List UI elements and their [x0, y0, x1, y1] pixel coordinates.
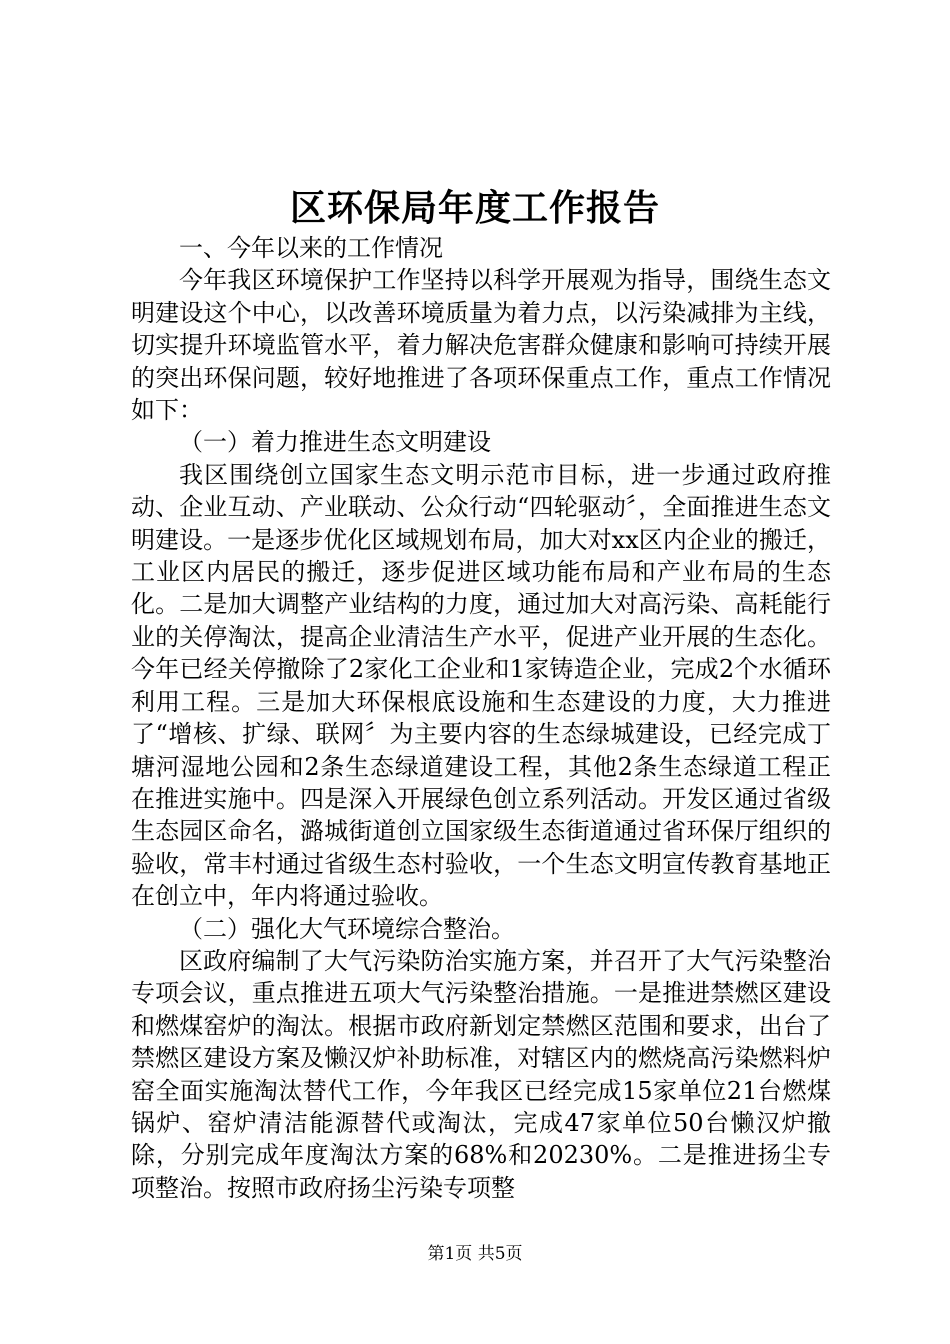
subsection-heading-1: （一）着力推进生态文明建设 [179, 428, 491, 457]
section-heading-1: 一、今年以来的工作情况 [179, 234, 443, 262]
body-paragraph-air: 区政府编制了大气污染防治实施方案，并召开了大气污染整治专项会议，重点推进五项大气污染整治措施。一是推进禁燃区建设和燃煤窑炉的淘汰。根据市政府新划定禁燃区范围和要求，出台了禁燃区建设方案及懒汉炉补助标准，对辖区内的燃烧高污染燃料炉窑全面实施淘汰替代工作，今年我区已经完成15家单位21台燃煤锅炉、窑炉清洁能源替代或淘汰，完成47家单位50台懒汉炉撤除，分别完成年度淘汰方案的68%和20230%。二是推进扬尘专项整治。按照市政府扬尘污染专项整 [131, 946, 831, 1202]
document-body [131, 232, 831, 1204]
page-footer: 第1页 共5页 [427, 1244, 523, 1264]
subsection-heading-2: （二）强化大气环境综合整治。 [179, 914, 515, 943]
body-paragraph-ecology: 我区围绕创立国家生态文明示范市目标，进一步通过政府推动、企业互动、产业联动、公众行动“四轮驱动〞，全面推进生态文明建设。一是逐步优化区域规划布局，加大对xx区内企业的搬迁，工业区内居民的搬迁，逐步促进区域功能布局和产业布局的生态化。二是加大调整产业结构的力度，通过加大对高污染、高耗能行业的关停淘汰，提高企业清洁生产水平，促进产业开展的生态化。今年已经关停撤除了2家化工企业和1家铸造企业，完成2个水循环利用工程。三是加大环保根底设施和生态建设的力度，大力推进了“增核、扩绿、联网〞为主要内容的生态绿城建设，已经完成丁塘河湿地公园和2条生态绿道建设工程，其他2条生态绿道工程正在推进实施中。四是深入开展绿色创立系列活动。开发区通过省级生态园区命名，潞城街道创立国家级生态街道通过省环保厅组织的验收，常丰村通过省级生态村验收，一个生态文明宣传教育基地正在创立中，年内将通过验收。 [131, 460, 831, 911]
document-title: 区环保局年度工作报告 [289, 187, 660, 229]
body-paragraph-intro: 今年我区环境保护工作坚持以科学开展观为指导，围绕生态文明建设这个中心，以改善环境质量为着力点，以污染减排为主线，切实提升环境监管水平，着力解决危害群众健康和影响可持续开展的突出环保问题，较好地推进了各项环保重点工作，重点工作情况如下： [131, 266, 831, 425]
